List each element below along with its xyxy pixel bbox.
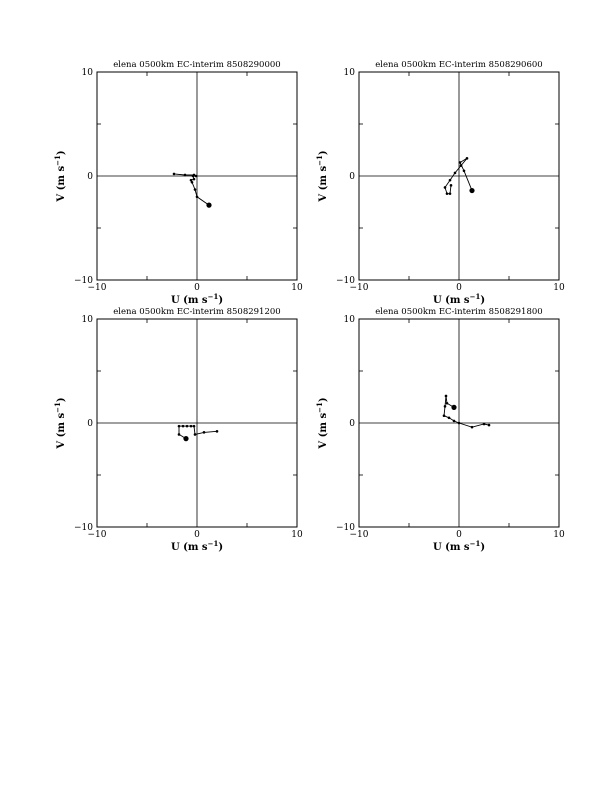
hodograph-point [196,196,199,199]
y-axis-label-close: ) [318,397,329,403]
y-axis-label [315,150,329,202]
x-axis-label-close: ) [480,542,486,553]
hodograph-panel-1 [53,60,303,306]
hodograph-point [182,425,185,428]
hodograph-point [446,192,449,195]
x-tick-label: 0 [456,283,462,293]
hodograph-point [460,164,463,167]
x-tick-label: −10 [349,283,369,293]
hodograph-point [454,172,457,175]
y-tick-label: −10 [74,276,93,286]
y-tick-label: 10 [343,68,355,78]
x-tick-label: 0 [194,530,200,540]
x-tick-label: 0 [194,283,200,293]
hodograph-start-point [183,436,188,441]
y-tick-label: 0 [349,172,355,182]
y-axis-label-main: V (m s [318,165,329,202]
hodograph-point [450,184,453,187]
hodograph-point [193,178,196,181]
x-tick-label: 10 [553,283,565,293]
y-tick-label: −10 [74,523,93,533]
chart-title: elena 0500km EC-interim 8508291200 [113,307,281,317]
hodograph-point [194,188,197,191]
y-tick-label: 0 [87,419,93,429]
y-axis-label-main: V (m s [56,412,67,449]
hodograph-point [190,425,193,428]
hodograph-panel-2 [315,60,565,306]
x-axis-label-close: ) [218,542,224,553]
x-tick-label: −10 [87,283,107,293]
y-tick-label: 10 [81,68,93,78]
chart-title: elena 0500km EC-interim 8508290000 [113,60,281,70]
hodograph-point [193,174,196,177]
x-tick-label: −10 [349,530,369,540]
y-axis-label-exponent: −1 [315,155,324,166]
x-tick-label: −10 [87,530,107,540]
hodograph-point [488,424,491,427]
hodograph-point [448,417,451,420]
y-axis-label-close: ) [56,397,67,403]
y-tick-label: 0 [349,419,355,429]
hodograph-point [453,420,456,423]
x-axis-label-main: U (m s [170,542,208,553]
hodograph-panel-3 [53,307,303,553]
chart-title: elena 0500km EC-interim 8508291800 [375,307,543,317]
hodograph-start-point [451,405,456,410]
y-axis-label-exponent: −1 [53,402,62,413]
hodograph-point [446,402,449,405]
hodograph-point [203,431,206,434]
x-tick-label: 10 [553,530,565,540]
hodograph-point [184,174,187,177]
chart-title: elena 0500km EC-interim 8508290600 [375,60,543,70]
hodograph-point [466,157,469,160]
x-axis-label-exponent: −1 [207,539,219,548]
hodograph-point [178,425,181,428]
hodograph-line [174,174,209,205]
hodograph-point [449,192,452,195]
y-axis-label-exponent: −1 [53,155,62,166]
x-axis-label-main: U (m s [170,295,208,306]
x-axis-label [171,292,223,306]
hodograph-start-point [469,188,474,193]
x-axis-label-exponent: −1 [207,292,219,301]
hodograph-point [483,423,486,426]
hodograph-point [471,426,474,429]
hodograph-point [216,430,219,433]
hodograph-point [190,179,193,182]
y-axis-label-exponent: −1 [315,402,324,413]
hodograph-point [449,179,452,182]
hodograph-point [178,433,181,436]
y-axis-label-close: ) [56,150,67,156]
hodograph-point [459,161,462,164]
y-axis-label-close: ) [318,150,329,156]
x-tick-label: 10 [291,530,303,540]
y-axis-label [53,397,67,449]
hodograph-line [444,396,489,427]
x-axis-label [433,292,485,306]
y-tick-label: 0 [87,172,93,182]
y-axis-label-main: V (m s [56,165,67,202]
hodograph-point [193,425,196,428]
y-tick-label: −10 [336,276,355,286]
hodograph-point [445,395,448,398]
y-tick-label: 10 [343,315,355,325]
y-tick-label: −10 [336,523,355,533]
x-axis-label-main: U (m s [432,295,470,306]
x-axis-label-main: U (m s [432,542,470,553]
hodograph-point [463,170,466,173]
hodograph-start-point [206,203,211,208]
hodograph-point [186,425,189,428]
y-axis-label [53,150,67,202]
hodograph-point [444,186,447,189]
hodograph-point [173,173,176,176]
x-axis-label [171,539,223,553]
x-axis-label-exponent: −1 [469,539,481,548]
hodograph-panel-4 [315,307,565,553]
x-axis-label [433,539,485,553]
x-axis-label-close: ) [480,295,486,306]
x-axis-label-close: ) [218,295,224,306]
y-axis-label [315,397,329,449]
hodograph-point [443,414,446,417]
hodograph-point [194,433,197,436]
x-axis-label-exponent: −1 [469,292,481,301]
hodograph-point [458,422,461,425]
x-tick-label: 10 [291,283,303,293]
x-tick-label: 0 [456,530,462,540]
y-axis-label-main: V (m s [318,412,329,449]
hodograph-point [444,405,447,408]
y-tick-label: 10 [81,315,93,325]
